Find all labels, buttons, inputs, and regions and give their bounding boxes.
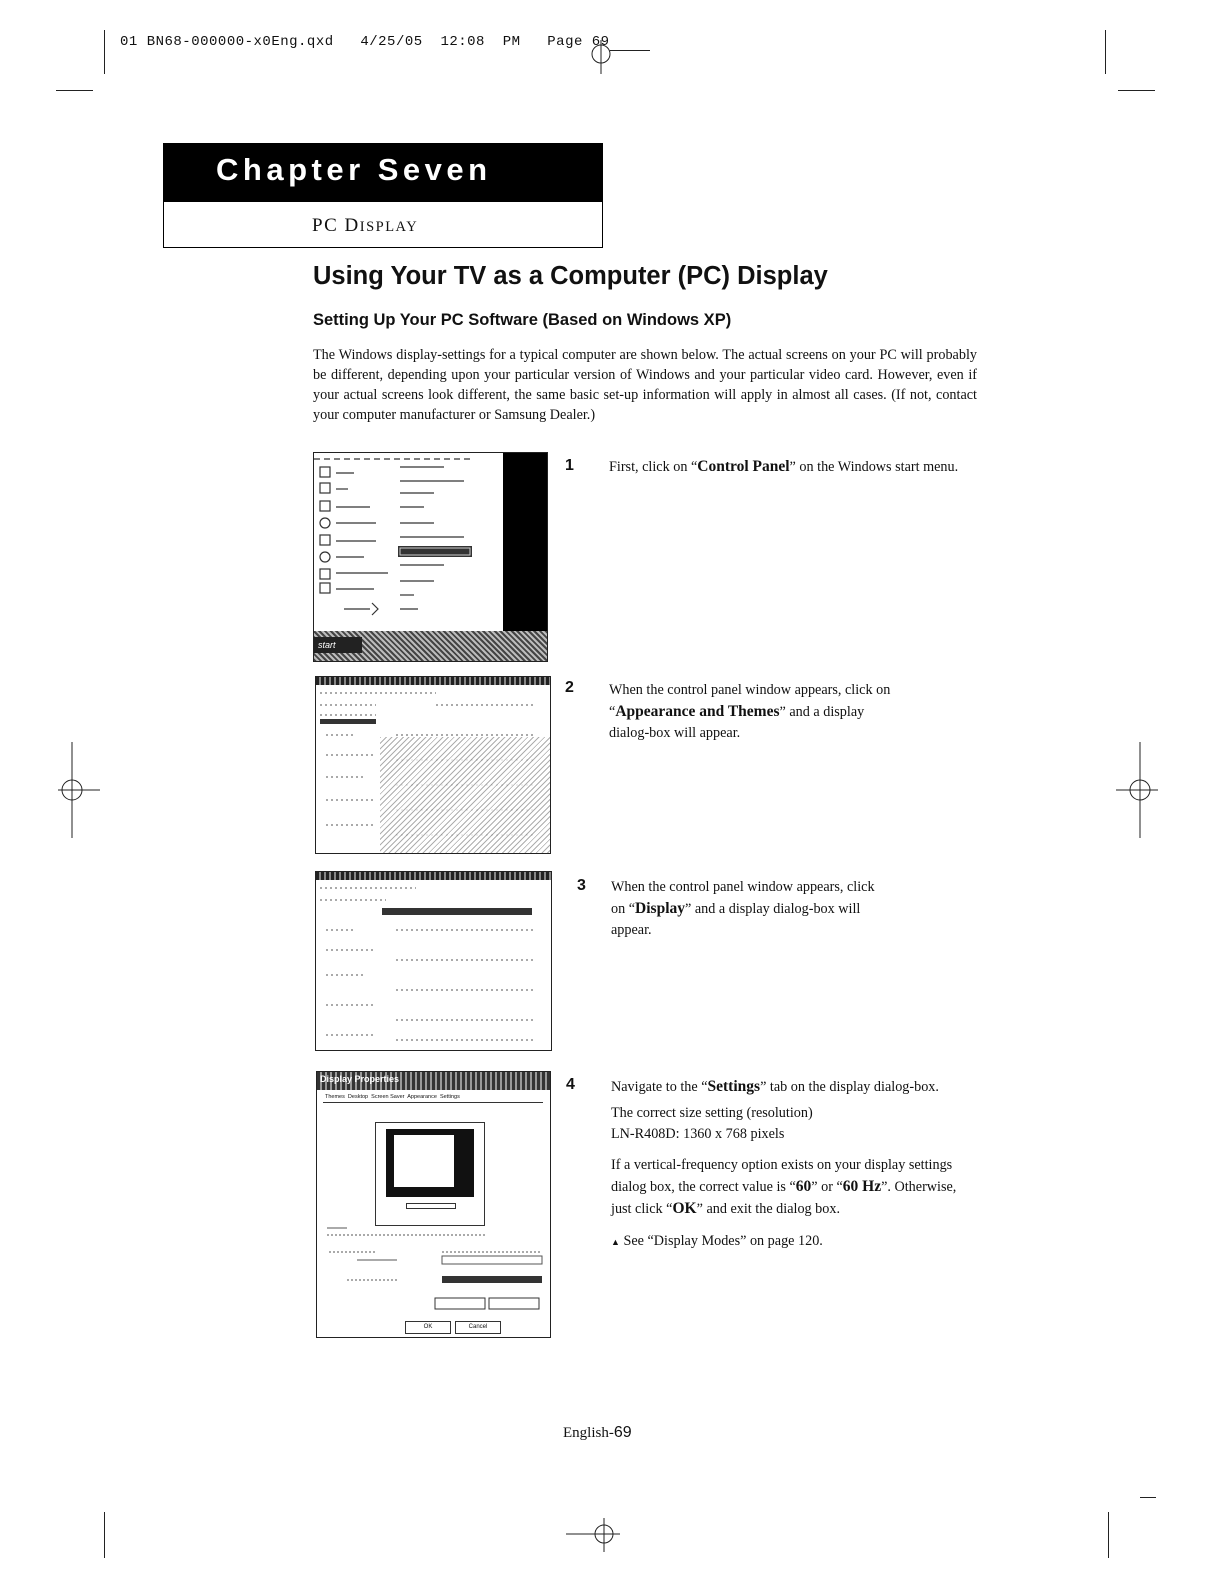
chapter-title: Chapter Seven — [216, 152, 492, 187]
display-properties-screenshot — [316, 1071, 551, 1338]
freq-text-a: If a vertical-frequency option exists on your display settings dialog box, the correct value is “ — [611, 1157, 953, 1195]
note-text: See “Display Modes” on page 120. — [623, 1233, 823, 1249]
step-2-text-a: When the control panel window appears, click on “ — [609, 682, 891, 720]
step-number: 4 — [566, 1076, 575, 1093]
footer-page: 69 — [613, 1424, 632, 1441]
step-3-text-b: ” and a display dialog-box will appear. — [611, 901, 861, 938]
registration-mark-bottom-icon — [560, 1512, 630, 1556]
freq-text-d: ” and exit the dialog box. — [696, 1201, 841, 1217]
dialog-tabs: Themes Desktop Screen Saver Appearance Settings — [325, 1094, 460, 1100]
note-bullet-icon: ▲ — [611, 1237, 620, 1247]
resolution-label: The correct size setting (resolution) — [611, 1105, 813, 1121]
chapter-title-bar — [164, 144, 602, 202]
registration-mark-right-icon — [1114, 742, 1158, 838]
chapter-subtitle-first: PC — [312, 215, 339, 236]
step-4-text-a: Navigate to the “ — [611, 1079, 708, 1095]
step-2-bold: Appearance and Themes — [615, 703, 780, 720]
resolution-value: LN-R408D: 1360 x 768 pixels — [611, 1126, 785, 1142]
appearance-themes-screenshot — [315, 871, 552, 1051]
display-modes-note — [611, 1231, 823, 1253]
chapter-subtitle-initial: D — [344, 215, 360, 236]
control-panel-screenshot — [315, 676, 551, 854]
chapter-subtitle — [312, 215, 418, 237]
intro-paragraph: The Windows display-settings for a typical computer are shown below. The actual screens on your PC will probably be different, depending upon your particular version of Windows and your particular video card. However, even if your actual screens look different, the same basic set-up information will apply in almost all cases. (If not, contact your computer manufacturer or Samsung Dealer.) — [313, 347, 977, 423]
step-3-bold: Display — [635, 900, 686, 917]
step-4-bold: Settings — [707, 1078, 761, 1095]
frequency-paragraph — [611, 1155, 979, 1220]
step-number: 2 — [565, 679, 574, 696]
step-4-text — [611, 1076, 981, 1098]
freq-text-mid: ” or “ — [811, 1179, 843, 1195]
dialog-cancel-button: Cancel — [455, 1321, 501, 1334]
page-number — [563, 1424, 632, 1442]
chapter-subtitle-tail: ISPLAY — [359, 219, 419, 235]
print-file-header: 01 BN68-000000-x0Eng.qxd 4/25/05 12:08 PM Page 69 — [120, 34, 610, 50]
dialog-title: Display Properties — [320, 1074, 400, 1084]
registration-mark-left-icon — [58, 742, 102, 838]
step-1-text-b: ” on the Windows start menu. — [789, 459, 959, 475]
step-1-bold: Control Panel — [697, 458, 790, 475]
step-number: 1 — [565, 457, 574, 474]
freq-bold-60hz: 60 Hz — [842, 1178, 882, 1195]
step-2-text-b: ” and a display dialog-box will appear. — [609, 704, 865, 741]
freq-bold-60: 60 — [795, 1178, 812, 1195]
step-1-text — [609, 456, 969, 478]
step-3-text-a: When the control panel window appears, click on “ — [611, 879, 875, 917]
section-heading: Setting Up Your PC Software (Based on Windows XP) — [313, 311, 732, 329]
start-menu-screenshot — [313, 452, 548, 662]
step-2-text — [609, 680, 899, 744]
step-number: 3 — [577, 877, 586, 894]
start-button: start — [314, 637, 362, 653]
page-title: Using Your TV as a Computer (PC) Display — [313, 262, 828, 290]
chapter-banner — [163, 143, 603, 248]
step-4-text-b: ” tab on the display dialog-box. — [760, 1079, 939, 1095]
dialog-ok-button: OK — [405, 1321, 451, 1334]
freq-bold-ok: OK — [672, 1200, 697, 1217]
step-3-text — [611, 877, 886, 941]
step-1-text-a: First, click on “ — [609, 459, 698, 475]
monitor-preview — [375, 1122, 485, 1226]
freq-text-c: ”. Otherwise, just click “ — [611, 1179, 957, 1217]
footer-lang: English- — [563, 1425, 614, 1441]
